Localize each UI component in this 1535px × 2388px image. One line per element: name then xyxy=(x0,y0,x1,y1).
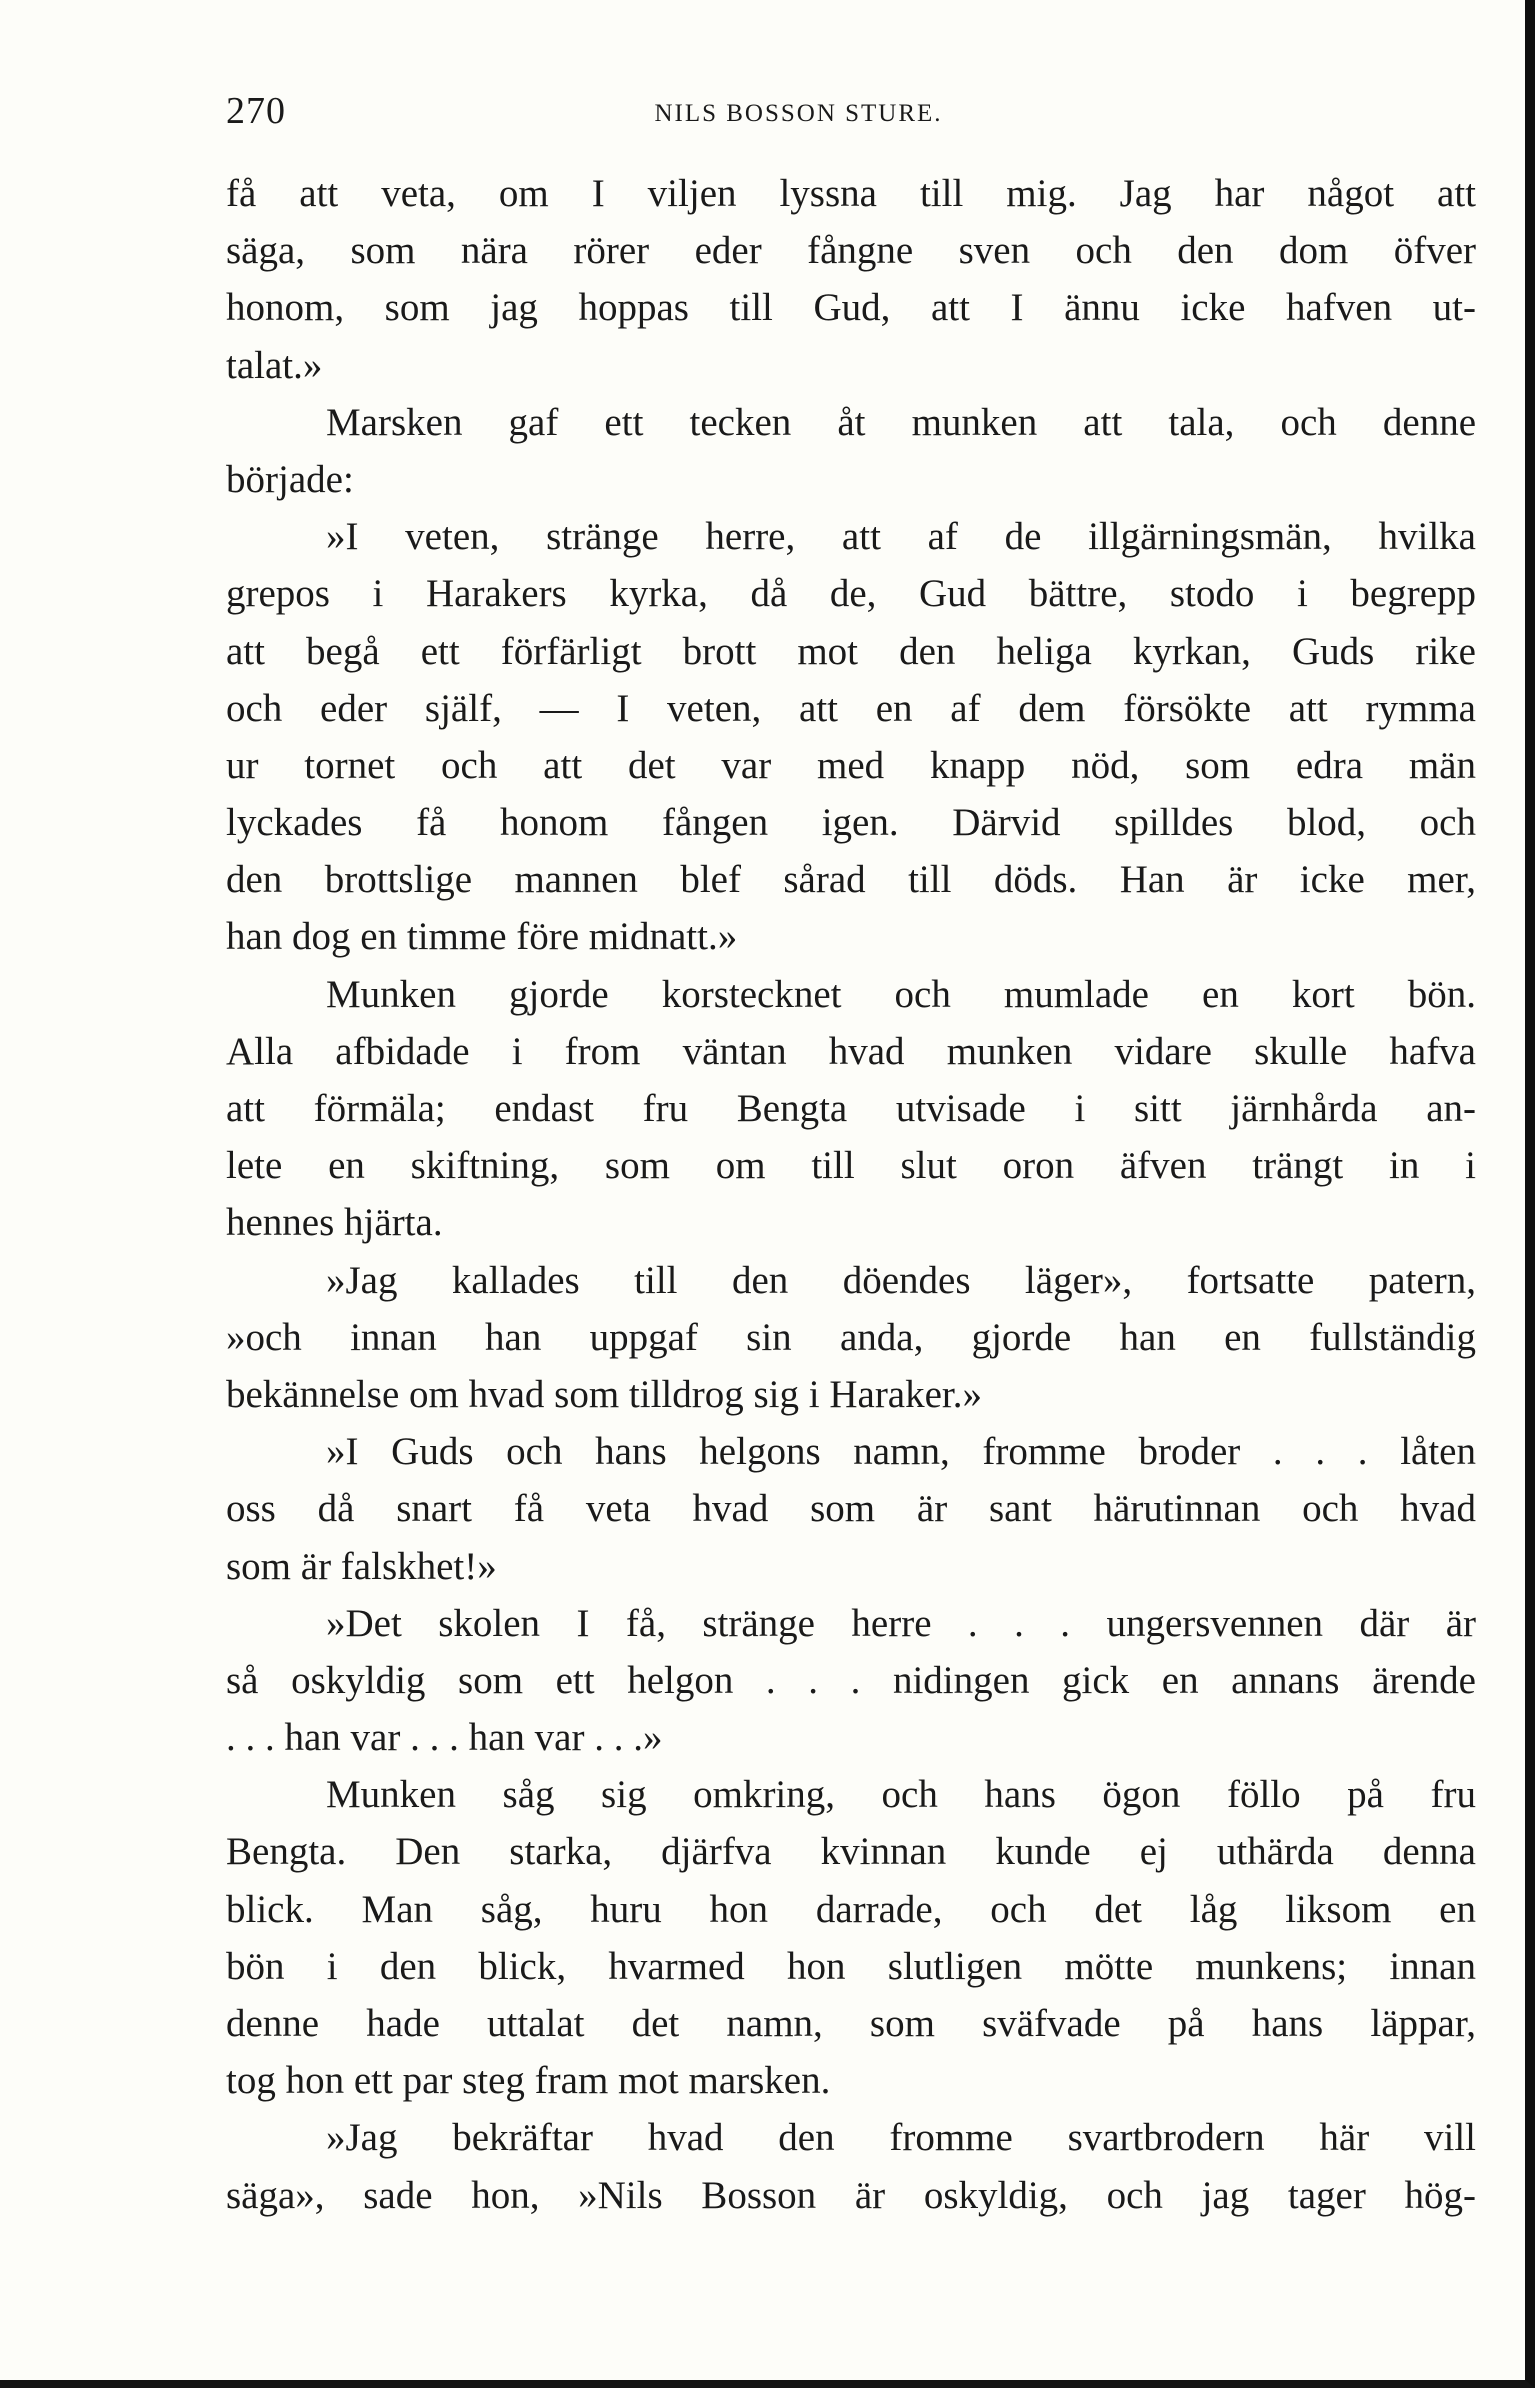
text-line: »och innan han uppgaf sin anda, gjorde han en fullständig xyxy=(226,1315,1476,1359)
text-line: han dog en timme före midnatt.» xyxy=(226,915,738,959)
text-line: »Jag kallades till den döendes läger», fortsatte patern, xyxy=(326,1258,1476,1302)
text-line: bön i den blick, hvarmed hon slutligen mötte munkens; innan xyxy=(226,1944,1476,1988)
text-line: Munken gjorde korstecknet och mumlade en kort bön. xyxy=(326,972,1476,1016)
text-line: som är falskhet!» xyxy=(226,1544,497,1588)
text-line: hennes hjärta. xyxy=(226,1201,443,1245)
text-line: Bengta. Den starka, djärfva kvinnan kunde ej uthärda denna xyxy=(226,1830,1476,1874)
text-line: Munken såg sig omkring, och hans ögon föllo på fru xyxy=(326,1773,1476,1817)
running-head: NILS BOSSON STURE. xyxy=(654,100,943,127)
text-line: blick. Man såg, huru hon darrade, och det låg liksom en xyxy=(226,1887,1476,1931)
text-line: bekännelse om hvad som tilldrog sig i Haraker.» xyxy=(226,1372,983,1416)
text-line: oss då snart få veta hvad som är sant härutinnan och hvad xyxy=(226,1487,1476,1531)
page-number: 270 xyxy=(226,90,286,132)
text-line: denne hade uttalat det namn, som sväfvade på hans läppar, xyxy=(226,2002,1476,2045)
text-line: Alla afbidade i from väntan hvad munken vidare skulle hafva xyxy=(226,1029,1476,1073)
text-line: att begå ett förfärligt brott mot den heliga kyrkan, Guds rike xyxy=(226,629,1476,673)
text-line: lyckades få honom fången igen. Därvid spilldes blod, och xyxy=(226,801,1476,845)
text-line: »Jag bekräftar hvad den fromme svartbrodern här vill xyxy=(326,2116,1476,2160)
text-line: talat.» xyxy=(226,343,323,387)
text-line: och eder själf, — I veten, att en af dem försökte att rymma xyxy=(226,686,1476,730)
text-line: »I Guds och hans helgons namn, fromme broder . . . låten xyxy=(326,1430,1476,1474)
text-line: säga, som nära rörer eder fångne sven och den dom öfver xyxy=(226,229,1476,273)
text-line: grepos i Harakers kyrka, då de, Gud bättre, stodo i begrepp xyxy=(226,572,1476,616)
text-line: tog hon ett par steg fram mot marsken. xyxy=(226,2059,831,2103)
text-line: »I veten, stränge herre, att af de illgärningsmän, hvilka xyxy=(326,515,1476,559)
page-header xyxy=(226,86,1481,136)
text-line: . . . han var . . . han var . . .» xyxy=(226,1716,663,1760)
text-line: Marsken gaf ett tecken åt munken att tala, och denne xyxy=(326,400,1476,444)
body-text xyxy=(226,165,1476,2224)
text-line: honom, som jag hoppas till Gud, att I ännu icke hafven ut- xyxy=(226,286,1476,330)
text-line: »Det skolen I få, stränge herre . . . ungersvennen där är xyxy=(326,1601,1476,1645)
text-line: den brottslige mannen blef sårad till döds. Han är icke mer, xyxy=(226,858,1476,902)
text-line: lete en skiftning, som om till slut oron äfven trängt in i xyxy=(226,1144,1476,1188)
text-line: ur tornet och att det var med knapp nöd, som edra män xyxy=(226,743,1476,787)
text-line: få att veta, om I viljen lyssna till mig. Jag har något att xyxy=(226,172,1476,215)
text-line: började: xyxy=(226,457,354,501)
text-line: så oskyldig som ett helgon . . . nidingen gick en annans ärende xyxy=(226,1658,1476,1702)
text-line: säga», sade hon, »Nils Bosson är oskyldig, och jag tager hög- xyxy=(226,2173,1476,2217)
text-line: att förmäla; endast fru Bengta utvisade i sitt järnhårda an- xyxy=(226,1087,1476,1130)
